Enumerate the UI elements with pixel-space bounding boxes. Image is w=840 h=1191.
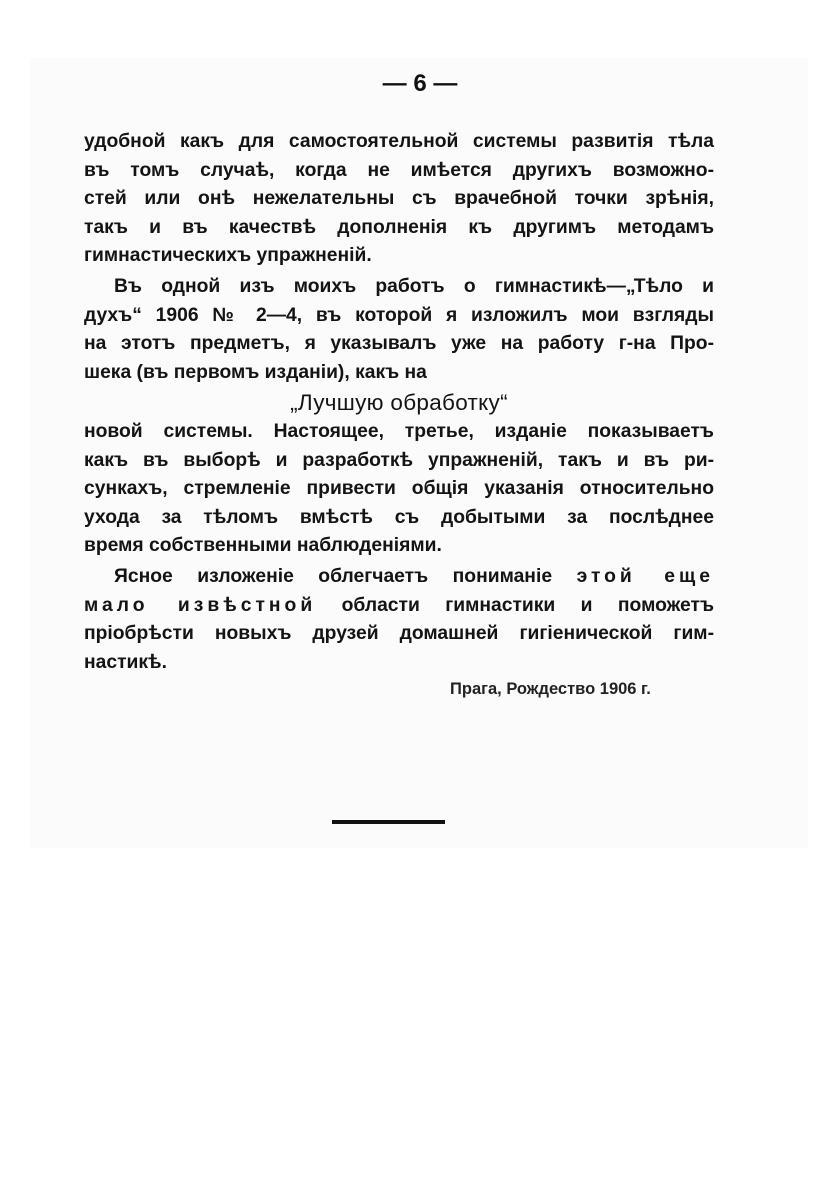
body-text	[84, 128, 714, 677]
text-line: ухода за тѣломъ вмѣстѣ съ добытыми за послѣднее	[84, 506, 714, 528]
text-line: такъ и въ качествѣ дополненія къ другимъ методамъ	[84, 216, 714, 238]
text-line: гимнастическихъ упражненій.	[84, 245, 372, 267]
emphasis-heading: „Лучшую обработку“	[290, 390, 508, 416]
spaced-text: этой еще	[576, 565, 714, 587]
end-rule	[332, 820, 445, 824]
text-line: новой системы. Настоящее, третье, изданіе показываетъ	[84, 420, 714, 442]
text-fragment: области гимнастики и поможетъ	[341, 594, 714, 616]
signature-place-date: Прага, Рождество 1906 г.	[450, 680, 651, 698]
spaced-text: мало извѣстной	[84, 594, 317, 616]
text-line: въ томъ случаѣ, когда не имѣется другихъ возможно-	[84, 159, 714, 181]
text-line: на этотъ предметъ, я указывалъ уже на работу г-на Про-	[84, 333, 714, 355]
text-line: Въ одной изъ моихъ работъ о гимнастикѣ—„Тѣло и	[114, 275, 714, 297]
paragraph-2	[84, 273, 714, 387]
paragraph-4	[84, 563, 714, 677]
text-line: сункахъ, стремленіе привести общія указанія относительно	[84, 478, 714, 500]
text-line: духъ“ 1906 № 2—4, въ которой я изложилъ мои взгляды	[84, 304, 714, 326]
text-line: стей или онѣ нежелательны съ врачебной точки зрѣнія,	[84, 188, 714, 210]
text-line: шека (въ первомъ изданіи), какъ на	[84, 361, 427, 383]
text-line: время собственными наблюденіями.	[84, 535, 442, 557]
paragraph-1	[84, 128, 714, 271]
text-line	[84, 563, 714, 592]
text-line: пріобрѣсти новыхъ друзей домашней гигіенической гим-	[84, 623, 714, 645]
paragraph-3	[84, 418, 714, 561]
text-fragment: Ясное изложеніе облегчаетъ пониманіе	[114, 565, 553, 587]
text-line	[84, 592, 714, 621]
text-line: настикѣ.	[84, 651, 167, 673]
page-number: — 6 —	[382, 70, 458, 97]
text-line: удобной какъ для самостоятельной системы развитія тѣла	[84, 131, 714, 152]
text-line: какъ въ выборѣ и разработкѣ упражненій, такъ и въ ри-	[84, 449, 714, 471]
